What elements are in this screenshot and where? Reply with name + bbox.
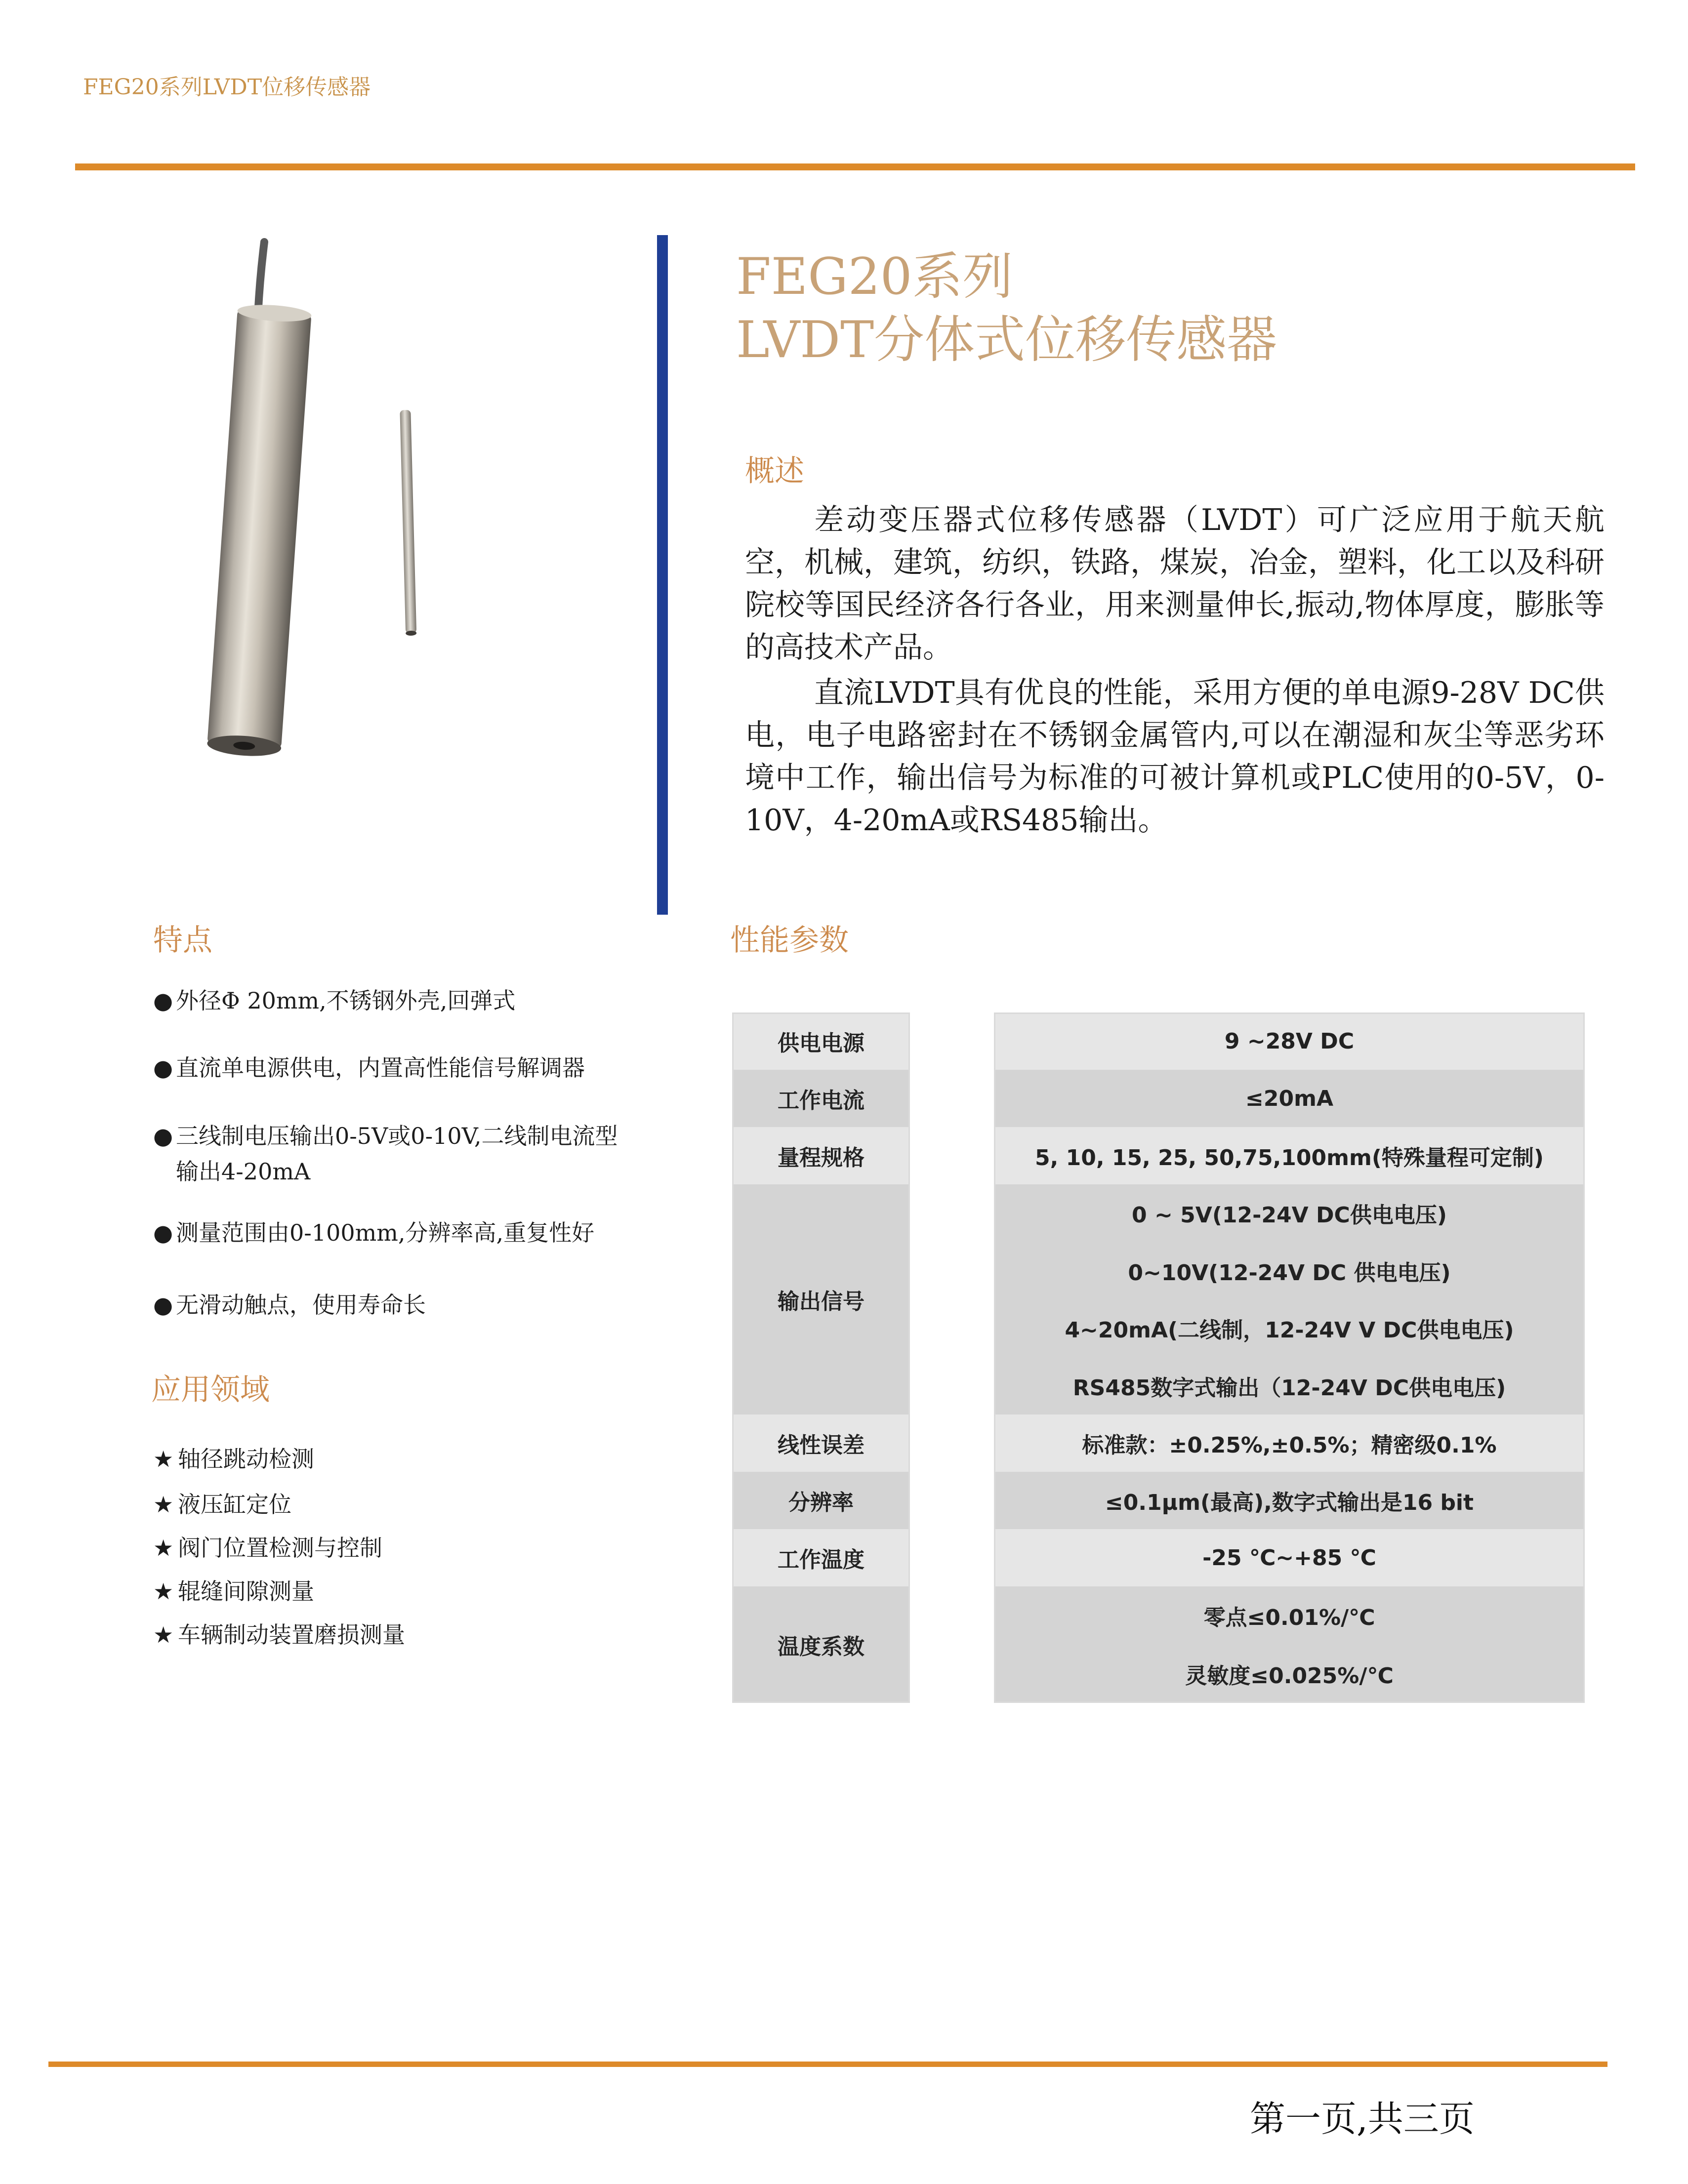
spec-label: 输出信号 — [732, 1184, 910, 1415]
spec-label: 工作温度 — [732, 1529, 910, 1586]
application-text: 阀门位置检测与控制 — [178, 1535, 382, 1561]
star-icon: ★ — [153, 1535, 174, 1561]
application-item — [153, 1441, 314, 1474]
footer-divider — [48, 2062, 1607, 2067]
feature-text: 三线制电压输出0-5V或0-10V,二线制电流型 — [176, 1123, 618, 1149]
spec-label: 分辨率 — [732, 1472, 910, 1529]
spec-label: 量程规格 — [732, 1127, 910, 1184]
spec-value: RS485数字式输出（12-24V DC供电电压) — [1072, 1375, 1506, 1401]
bullet-icon: ● — [153, 1054, 173, 1081]
spec-label: 工作电流 — [732, 1070, 910, 1127]
features-heading: 特点 — [153, 923, 212, 958]
feature-text: 无滑动触点，使用寿命长 — [176, 1292, 426, 1318]
spec-value: ≤0.1μm(最高),数字式输出是16 bit — [994, 1472, 1585, 1529]
feature-text-continued: 输出4-20mA — [176, 1158, 311, 1185]
feature-item — [153, 1287, 697, 1323]
header-title: FEG20系列LVDT位移传感器 — [83, 75, 371, 100]
overview-heading: 概述 — [745, 454, 804, 488]
application-text: 车辆制动装置磨损测量 — [178, 1621, 405, 1648]
feature-item — [153, 1050, 697, 1086]
spec-value-group — [994, 1184, 1585, 1415]
spec-value-group — [994, 1586, 1585, 1703]
overview-paragraph-2: 直流LVDT具有优良的性能，采用方便的单电源9-28V DC供电，电子电路密封在不锈钢金属管内,可以在潮湿和灰尘等恶劣环境中工作，输出信号为标准的可被计算机或PLC使用的0-5V，0-10V，4-20mA或RS485输出。 — [745, 676, 1605, 838]
header-divider — [75, 163, 1635, 170]
page-number: 第一页,共三页 — [1250, 2098, 1475, 2140]
spec-value: 5, 10, 15, 25, 50,75,100mm(特殊量程可定制) — [994, 1127, 1585, 1184]
feature-text: 外径Φ 20mm,不锈钢外壳,回弹式 — [176, 987, 516, 1014]
application-text: 辊缝间隙测量 — [178, 1578, 314, 1605]
spec-value: 零点≤0.01%/℃ — [1203, 1605, 1375, 1630]
feature-item — [153, 1215, 697, 1251]
spec-value: 9 ~28V DC — [994, 1012, 1585, 1070]
bullet-icon: ● — [153, 1292, 173, 1318]
feature-text: 测量范围由0-100mm,分辨率高,重复性好 — [176, 1219, 595, 1246]
spec-value: 灵敏度≤0.025%/℃ — [1185, 1663, 1394, 1689]
bullet-icon: ● — [153, 1123, 173, 1149]
application-item — [153, 1487, 291, 1519]
application-text: 轴径跳动检测 — [178, 1446, 314, 1472]
application-text: 液压缸定位 — [178, 1491, 291, 1518]
overview-paragraph-1: 差动变压器式位移传感器（LVDT）可广泛应用于航天航空，机械，建筑，纺织，铁路，煤炭，冶金，塑料，化工以及科研院校等国民经济各行各业，用来测量伸长,振动,物体厚度，膨胀等的高技术产品。 — [745, 503, 1605, 665]
spec-label: 供电电源 — [732, 1012, 910, 1070]
spec-label: 温度系数 — [732, 1586, 910, 1703]
bullet-icon: ● — [153, 1219, 173, 1246]
title-accent-bar — [657, 235, 668, 915]
star-icon: ★ — [153, 1446, 174, 1472]
spec-value: 0~10V(12-24V DC 供电电压) — [1128, 1260, 1451, 1286]
product-name-title: LVDT分体式位移传感器 — [736, 311, 1277, 369]
application-item — [153, 1617, 405, 1650]
spec-value: ≤20mA — [994, 1070, 1585, 1127]
application-item — [153, 1530, 382, 1563]
application-item — [153, 1574, 314, 1606]
feature-text: 直流单电源供电，内置高性能信号解调器 — [176, 1054, 585, 1081]
product-photo — [163, 232, 509, 805]
star-icon: ★ — [153, 1491, 174, 1518]
spec-value: 标准款：±0.25%,±0.5%；精密级0.1% — [994, 1415, 1585, 1472]
star-icon: ★ — [153, 1578, 174, 1605]
applications-heading: 应用领域 — [151, 1373, 270, 1407]
bullet-icon: ● — [153, 987, 173, 1014]
product-series-title: FEG20系列 — [736, 247, 1013, 306]
spec-value: 0 ~ 5V(12-24V DC供电电压) — [1132, 1203, 1447, 1228]
feature-item — [153, 983, 697, 1018]
spec-value: -25 ℃~+85 ℃ — [994, 1529, 1585, 1586]
feature-item — [153, 1118, 697, 1189]
spec-label: 线性误差 — [732, 1415, 910, 1472]
spec-value: 4~20mA(二线制，12-24V V DC供电电压) — [1065, 1318, 1514, 1343]
performance-heading: 性能参数 — [730, 923, 849, 958]
star-icon: ★ — [153, 1621, 174, 1648]
